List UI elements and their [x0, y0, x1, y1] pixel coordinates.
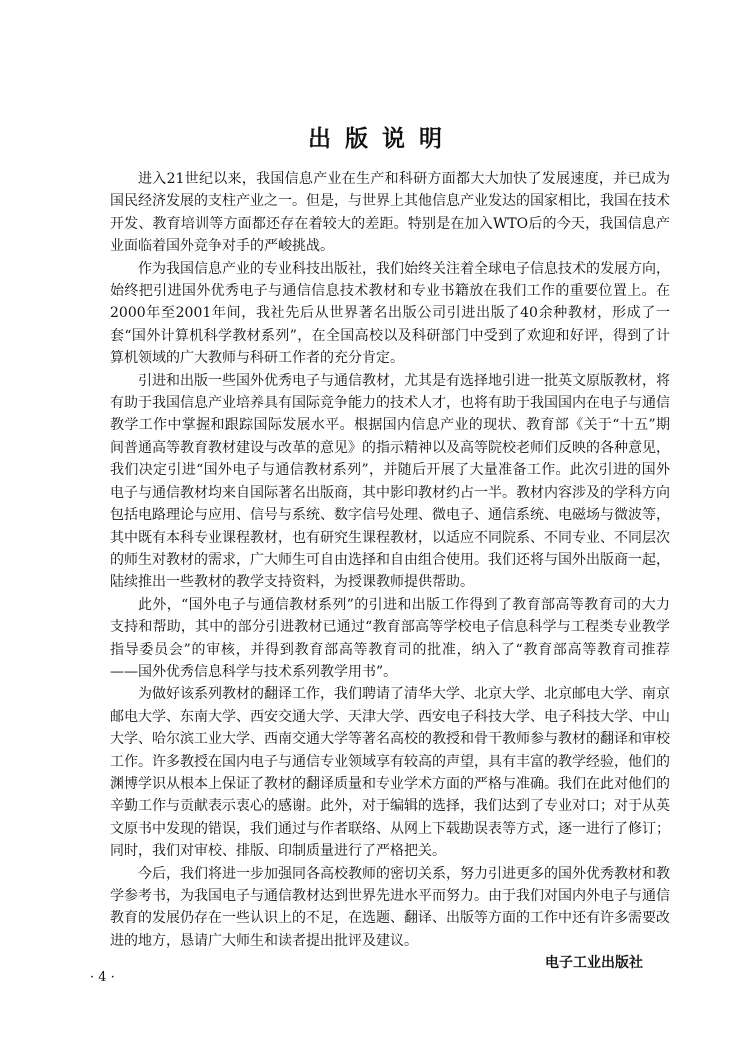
page-number: · 4 ·	[90, 970, 115, 985]
paragraph-1: 进入21世纪以来，我国信息产业在生产和科研方面都大大加快了发展速度，并已成为国民经济发展的支柱产业之一。但是，与世界上其他信息产业发达的国家相比，我国在技术开发、教育培训等方面都还存在着较大的差距。特别是在加入WTO后的今天，我国信息产业面临着国外竞争对手的严峻挑战。	[110, 171, 670, 255]
paragraph-5: 为做好该系列教材的翻译工作，我们聘请了清华大学、北京大学、北京邮电大学、南京邮电大学、东南大学、西安交通大学、天津大学、西安电子科技大学、电子科技大学、中山大学、哈尔滨工业大学、西南交通大学等著名高校的教授和骨干教师参与教材的翻译和审校工作。许多教授在国内电子与通信专业领域享有较高的声望，具有丰富的教学经验，他们的渊博学识从根本上保证了教材的翻译质量和专业学术方面的严格与准确。我们在此对他们的辛勤工作与贡献表示衷心的感谢。此外，对于编辑的选择，我们达到了专业对口；对于从英文原书中发现的错误，我们通过与作者联络、从网上下载勘误表等方式，逐一进行了修订；同时，我们对审校、排版、印制质量进行了严格把关。	[110, 686, 670, 860]
body-text	[110, 168, 670, 952]
paragraph-3: 引进和出版一些国外优秀电子与通信教材，尤其是有选择地引进一批英文原版教材，将有助于我国信息产业培养具有国际竞争能力的技术人才，也将有助于我国国内在电子与通信教学工作中掌握和跟踪国际发展水平。根据国内信息产业的现状、教育部《关于“十五”期间普通高等教育教材建设与改革的意见》的指示精神以及高等院校老师们反映的各种意见，我们决定引进“国外电子与通信教材系列”，并随后开展了大量准备工作。此次引进的国外电子与通信教材均来自国际著名出版商，其中影印教材约占一半。教材内容涉及的学科方向包括电路理论与应用、信号与系统、数字信号处理、微电子、通信系统、电磁场与微波等，其中既有本科专业课程教材，也有研究生课程教材，以适应不同院系、不同专业、不同层次的师生对教材的需求，广大师生可自由选择和自由组合使用。我们还将与国外出版商一起，陆续推出一些教材的教学支持资料，为授课教师提供帮助。	[110, 372, 670, 591]
paragraph-4: 此外，“国外电子与通信教材系列”的引进和出版工作得到了教育部高等教育司的大力支持和帮助，其中的部分引进教材已通过“教育部高等学校电子信息科学与工程类专业教学指导委员会”的审核，并得到教育部高等教育司的批准，纳入了“教育部高等教育司推荐——国外优秀信息科学与技术系列教学用书”。	[110, 596, 670, 680]
paragraph-2: 作为我国信息产业的专业科技出版社，我们始终关注着全球电子信息技术的发展方向，始终把引进国外优秀电子与通信信息技术教材和专业书籍放在我们工作的重要位置上。在2000年至2001年间，我社先后从世界著名出版公司引进出版了40余种教材，形成了一套“国外计算机科学教材系列”，在全国高校以及科研部门中受到了欢迎和好评，得到了计算机领域的广大教师与科研工作者的充分肯定。	[110, 260, 670, 367]
page-title: 出版说明	[308, 126, 456, 152]
publisher-signature: 电子工业出版社	[545, 955, 643, 971]
paragraph-6: 今后，我们将进一步加强同各高校教师的密切关系，努力引进更多的国外优秀教材和教学参考书，为我国电子与通信教材达到世界先进水平而努力。由于我们对国内外电子与通信教育的发展仍存在一些认识上的不足，在选题、翻译、出版等方面的工作中还有许多需要改进的地方，恳请广大师生和读者提出批评及建议。	[110, 865, 670, 949]
